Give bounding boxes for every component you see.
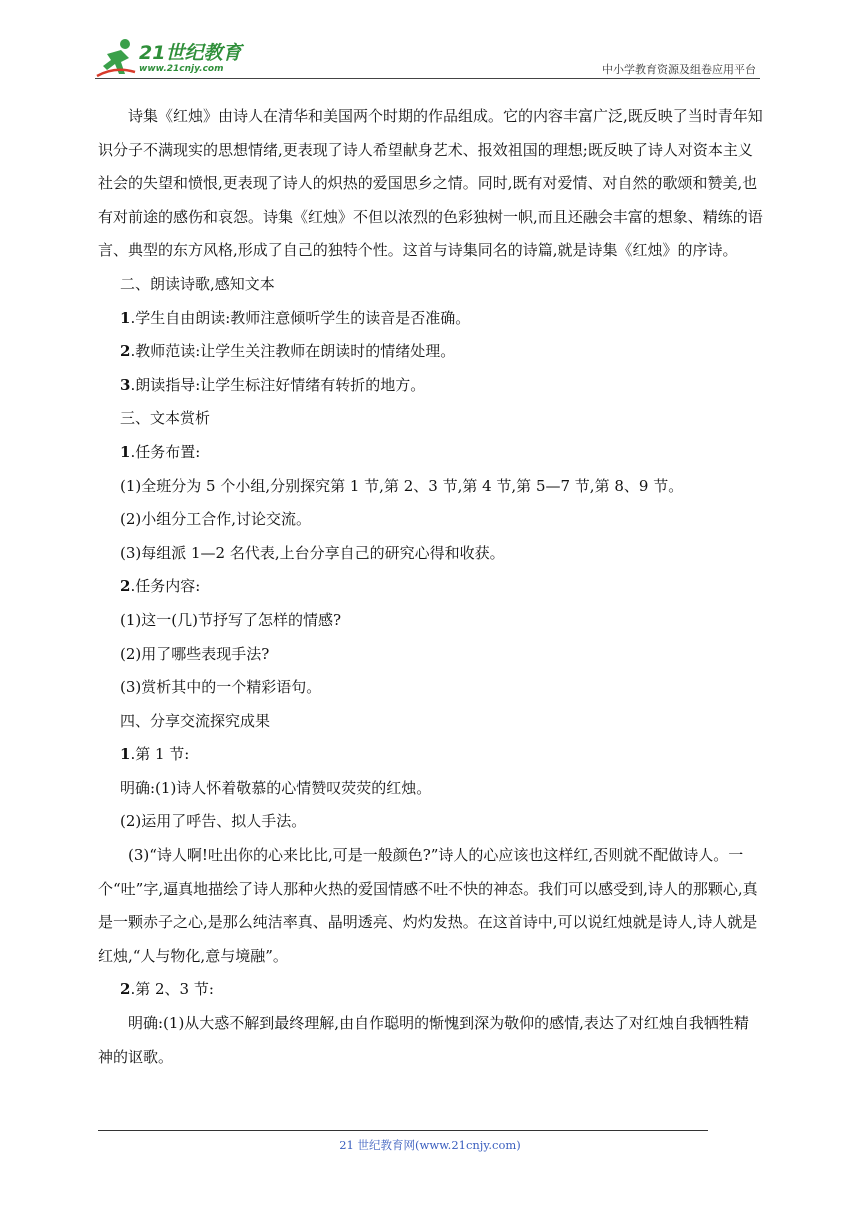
item-number: 2 [120, 577, 131, 596]
task1-item-3: (3)每组派 1—2 名代表,上台分享自己的研究心得和收获。 [120, 543, 505, 562]
section4-heading: 四、分享交流探究成果 [120, 711, 271, 730]
task2-item-1: (1)这一(几)节抒写了怎样的情感? [120, 610, 341, 629]
task1-item-2: (2)小组分工合作,讨论交流。 [120, 510, 312, 529]
item-text: .第 2、3 节: [130, 980, 214, 999]
item-number: 2 [120, 342, 131, 361]
section2-item-2 [98, 335, 763, 369]
document-body [98, 100, 763, 1074]
logo-url: www.21cnjy.com [139, 64, 224, 74]
part2-title [98, 973, 763, 1007]
part1-paragraph-3: (3)“诗人啊!吐出你的心来比比,可是一般颜色?”诗人的心应该也这样红,否则就不配做诗人。一个“吐”字,逼真地描绘了诗人那种火热的爱国情感不吐不快的神态。我们可以感受到,诗人的那颗心,真是一颗赤子之心,是那么纯洁率真、晶明透亮、灼灼发热。在这首诗中,可以说红烛就是诗人,诗人就是红烛,“人与物化,意与境融”。 [98, 846, 758, 965]
page-header [95, 30, 760, 80]
part2-paragraph: 明确:(1)从大惑不解到最终理解,由自作聪明的惭愧到深为敬仰的感情,表达了对红烛自我牺牲精神的讴歌。 [98, 1014, 749, 1066]
item-text: .任务内容: [130, 577, 201, 596]
item-number: 2 [120, 980, 131, 999]
item-text: .第 1 节: [130, 745, 190, 764]
item-text: .任务布置: [130, 442, 201, 461]
footer-text: 21 世纪教育网(www.21cnjy.com) [339, 1138, 521, 1152]
item-text: .朗读指导:让学生标注好情绪有转折的地方。 [130, 375, 426, 394]
header-platform-text: 中小学教育资源及组卷应用平台 [602, 63, 756, 76]
task2-item-2: (2)用了哪些表现手法? [120, 644, 270, 663]
item-text: .教师范读:让学生关注教师在朗读时的情绪处理。 [130, 342, 456, 361]
header-divider [95, 78, 760, 79]
part1-item-2: (2)运用了呼告、拟人手法。 [120, 812, 307, 831]
task1-title [98, 436, 763, 470]
item-number: 1 [120, 745, 131, 764]
item-number: 1 [120, 442, 131, 461]
task1-item-1: (1)全班分为 5 个小组,分别探究第 1 节,第 2、3 节,第 4 节,第 5—7 节,第 8、9 节。 [120, 476, 684, 495]
section2-item-3 [98, 369, 763, 403]
task2-item-3: (3)赏析其中的一个精彩语句。 [120, 678, 322, 697]
part1-item-1: 明确:(1)诗人怀着敬慕的心情赞叹荧荧的红烛。 [120, 778, 432, 797]
item-number: 3 [120, 375, 131, 394]
site-logo [95, 36, 265, 80]
task2-title [98, 570, 763, 604]
logo-title: 21世纪教育 [139, 42, 242, 64]
section2-heading: 二、朗读诗歌,感知文本 [120, 274, 275, 293]
part1-title [98, 738, 763, 772]
intro-paragraph: 诗集《红烛》由诗人在清华和美国两个时期的作品组成。它的内容丰富广泛,既反映了当时青年知识分子不满现实的思想情绪,更表现了诗人希望献身艺术、报效祖国的理想;既反映了诗人对资本主义社会的失望和愤恨,更表现了诗人的炽热的爱国思乡之情。同时,既有对爱情、对自然的歌颂和赞美,也有对前途的感伤和哀怨。诗集《红烛》不但以浓烈的色彩独树一帜,而且还融会丰富的想象、精练的语言、典型的东方风格,形成了自己的独特个性。这首与诗集同名的诗篇,就是诗集《红烛》的序诗。 [98, 107, 763, 260]
item-number: 1 [120, 308, 131, 327]
footer-divider [98, 1130, 708, 1131]
section2-item-1 [98, 302, 763, 336]
section3-heading: 三、文本赏析 [120, 409, 211, 428]
runner-icon [95, 36, 139, 80]
item-text: .学生自由朗读:教师注意倾听学生的读音是否准确。 [130, 308, 471, 327]
